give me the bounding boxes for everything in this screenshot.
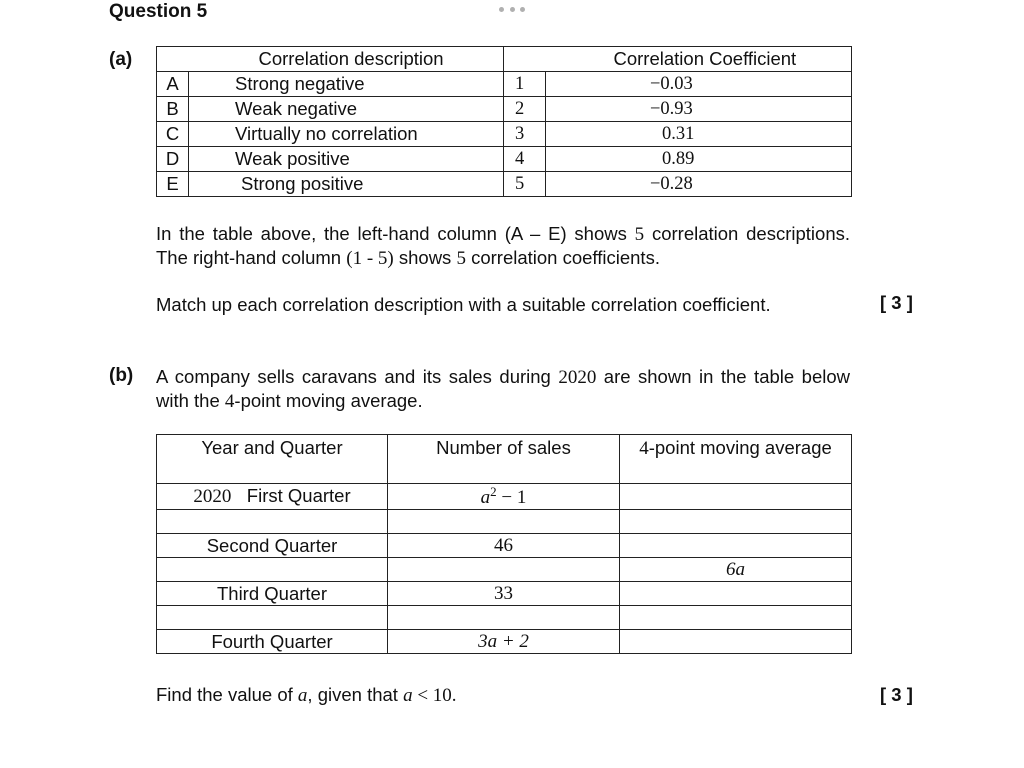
part-b-marks: [ 3 ] [880,684,913,705]
moving-average-value: 6a [620,558,852,582]
intro-text: are shown in the table below with the [156,366,850,411]
part-b-label: (b) [109,365,134,386]
row-letter: C [157,122,189,147]
table-row [157,558,852,582]
header-ma-number: 4 [639,438,649,459]
row-letter: E [157,172,189,197]
question-title: Question 5 [109,1,208,22]
part-a-task: Match up each correlation description with a suitable correlation coefficient. [156,294,771,315]
table-row [157,97,852,122]
table-row [157,510,852,534]
row-num: 5 [504,172,546,197]
quarter-label: Third Quarter [157,582,388,606]
find-text: , given that [307,684,404,705]
ma-cell [620,484,852,510]
ma-cell [620,534,852,558]
instr-text: shows [393,247,457,268]
row-desc: Strong positive [189,172,504,197]
instr-number: 5 [634,224,645,245]
instr-range: (1 - 5) [346,248,394,269]
table-row [157,582,852,606]
table-row [157,630,852,654]
header-ma-text: -point moving average [648,437,832,458]
year-label: 2020 [193,486,232,508]
sales-rest: − 1 [496,487,527,509]
row-letter: D [157,147,189,172]
table-row [157,122,852,147]
row-num: 4 [504,147,546,172]
sales-table [156,434,852,654]
find-text: Find the value of [156,684,298,705]
intro-number: 4 [224,391,235,412]
part-b-intro [156,365,850,413]
intro-year: 2020 [558,367,597,388]
row-coef: −0.28 [546,172,852,197]
row-desc: Virtually no correlation [189,122,504,147]
row-num: 2 [504,97,546,122]
part-a-label: (a) [109,49,133,70]
header-year-quarter: Year and Quarter [157,435,388,484]
row-desc: Weak negative [189,97,504,122]
part-a-instructions [156,222,850,270]
table-row [157,172,852,197]
table-row [157,606,852,630]
table-header-row [157,47,852,72]
instr-text: correlation coefficients. [465,247,660,268]
instr-text: In the table above, the left-hand column (A – E) shows [156,223,635,244]
header-moving-average [620,435,852,484]
table-row [157,484,852,510]
row-letter: A [157,72,189,97]
row-coef: −0.93 [546,97,852,122]
table-row [157,147,852,172]
correlation-table [156,46,852,197]
coef-header: Correlation Coefficient [546,47,852,72]
ma-cell [620,582,852,606]
table-row [157,534,852,558]
find-var: a [403,685,413,706]
sales-cell: 46 [388,534,620,558]
instr-number: 5 [456,248,466,269]
instr-text: correlation descriptions. The right-hand column [156,223,851,268]
quarter-label: Fourth Quarter [157,630,388,654]
sales-exponent: 2 [490,484,497,499]
sales-cell: 33 [388,582,620,606]
desc-header: Correlation description [189,47,504,72]
header-number-of-sales: Number of sales [388,435,620,484]
row-letter: B [157,97,189,122]
quarter-label: First Quarter [246,485,351,507]
sales-var: a [480,487,491,509]
intro-text: -point moving average. [234,390,423,411]
part-a-marks: [ 3 ] [880,292,913,313]
quarter-label: Second Quarter [157,534,388,558]
ma-cell [620,630,852,654]
row-desc: Weak positive [189,147,504,172]
row-desc: Strong negative [189,72,504,97]
intro-text: A company sells caravans and its sales during [156,366,559,387]
more-options-icon[interactable] [499,2,525,16]
sales-header-row [157,435,852,484]
sales-cell: 3a + 2 [388,630,620,654]
table-row [157,72,852,97]
row-coef: 0.89 [546,147,852,172]
sales-cell [388,484,620,510]
row-coef: 0.31 [546,122,852,147]
part-b-task [156,683,457,707]
find-condition: < 10. [412,685,457,706]
quarter-cell [157,484,388,510]
row-num: 3 [504,122,546,147]
find-var: a [297,685,308,706]
row-num: 1 [504,72,546,97]
row-coef: −0.03 [546,72,852,97]
